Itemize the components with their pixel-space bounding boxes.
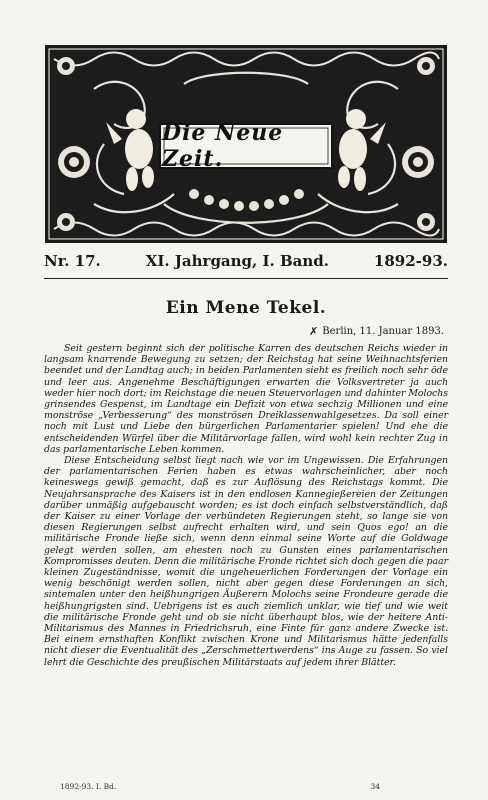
masthead-title: Die Neue Zeit. [162,120,284,172]
dagger-icon: ✗ [309,325,319,338]
masthead [44,44,448,244]
dateline-text: Berlin, 11. Januar 1893. [322,326,444,337]
article-paragraph: Diese Entscheidung selbst liegt nach wie vor im Ungewissen. Die Erfahrungen der parlamentarischen Ferien haben es etwas wahrscheinlicher, aber noch keineswegs gewiß gemacht, daß es zur Auflösung des Reichstags kommt. Die Neujahrsansprache des Kaisers ist in den endlosen Kannegießereien der Zeitungen darüber unmäßig aufgebauscht worden; es ist doch einfach selbstverständlich, daß der Kaiser zu einer Vorlage der verbündeten Regierungen steht, so lange sie von diesen Regierungen selbst aufrecht erhalten wird, und sein Quos ego! an die militärische Fronde ließe sich, wenn denn einmal seine Worte auf die Goldwage gelegt werden sollen, am ehesten noch zu Gunsten eines parlamentarischen Kompromisses deuten. Denn die militärische Fronde richtet sich doch gegen die paar kleinen Zugeständnisse, womit die ungeheuerlichen Forderungen der Vorlage ein wenig beschönigt werden sollen, nicht aber gegen diese Forderungen an sich, sintemalen unter den heißhungrigen Äußerern Molochs seine Frondeure gerade die heißhungrigsten sind. Uebrigens ist es auch ziemlich unklar, wie tief und wie weit die militärische Fronde geht und ob sie nicht überhaupt blos, wie der heitere Anti-Militarismus des Mannes in Friedrichsruh, eine Finte für ganz andere Zwecke ist. Bei einem ernsthaften Konflikt zwischen Krone und Militarismus hätte jedenfalls nicht dieser die Eventualität des „Zerschmettertwerdens“ ins Auge zu fassen. So viel lehrt die Geschichte des preußischen Militärstaats auf jedem ihrer Blätter. [44,455,448,668]
article-body [44,343,448,668]
issue-number: Nr. 17. [44,252,101,270]
page-number: 34 [370,782,380,791]
page-footer [60,782,380,791]
issue-volume: XI. Jahrgang, I. Band. [145,252,329,270]
article-dateline [309,325,444,338]
article-paragraph: Seit gestern beginnt sich der politische Karren des deutschen Reichs wieder in langsam knarrende Bewegung zu setzen; der Reichstag hat seine Weihnachtsferien beendet und der Landtag auch; in beiden Parlamenten sieht es freilich noch sehr öde und leer aus. Angenehme Beschäftigungen erwarten die Volksvertreter ja auch weder hier noch dort; im Reichstage die neuen Steuervorlagen und dahinter Molochs grinsendes Gespenst, im Landtage ein Defizit von etwa sechzig Millionen und eine monströse „Verbesserung“ des monströsen Dreiklassenwahlgesetzes. Da soll einer noch mit Lust und Liebe den bürgerlichen Parlamentarier spielen! Und ehe die entscheidenden Würfel über die Militärvorlage fallen, wird wohl kein rechter Zug in das parlamentarische Leben kommen. [44,343,448,455]
issue-line [44,252,448,274]
article-title: Ein Mene Tekel. [165,298,327,318]
masthead-cartouche [162,120,330,172]
footer-volume: 1892-93. I. Bd. [60,782,117,791]
issue-years: 1892-93. [373,252,448,270]
issue-divider [44,278,448,279]
